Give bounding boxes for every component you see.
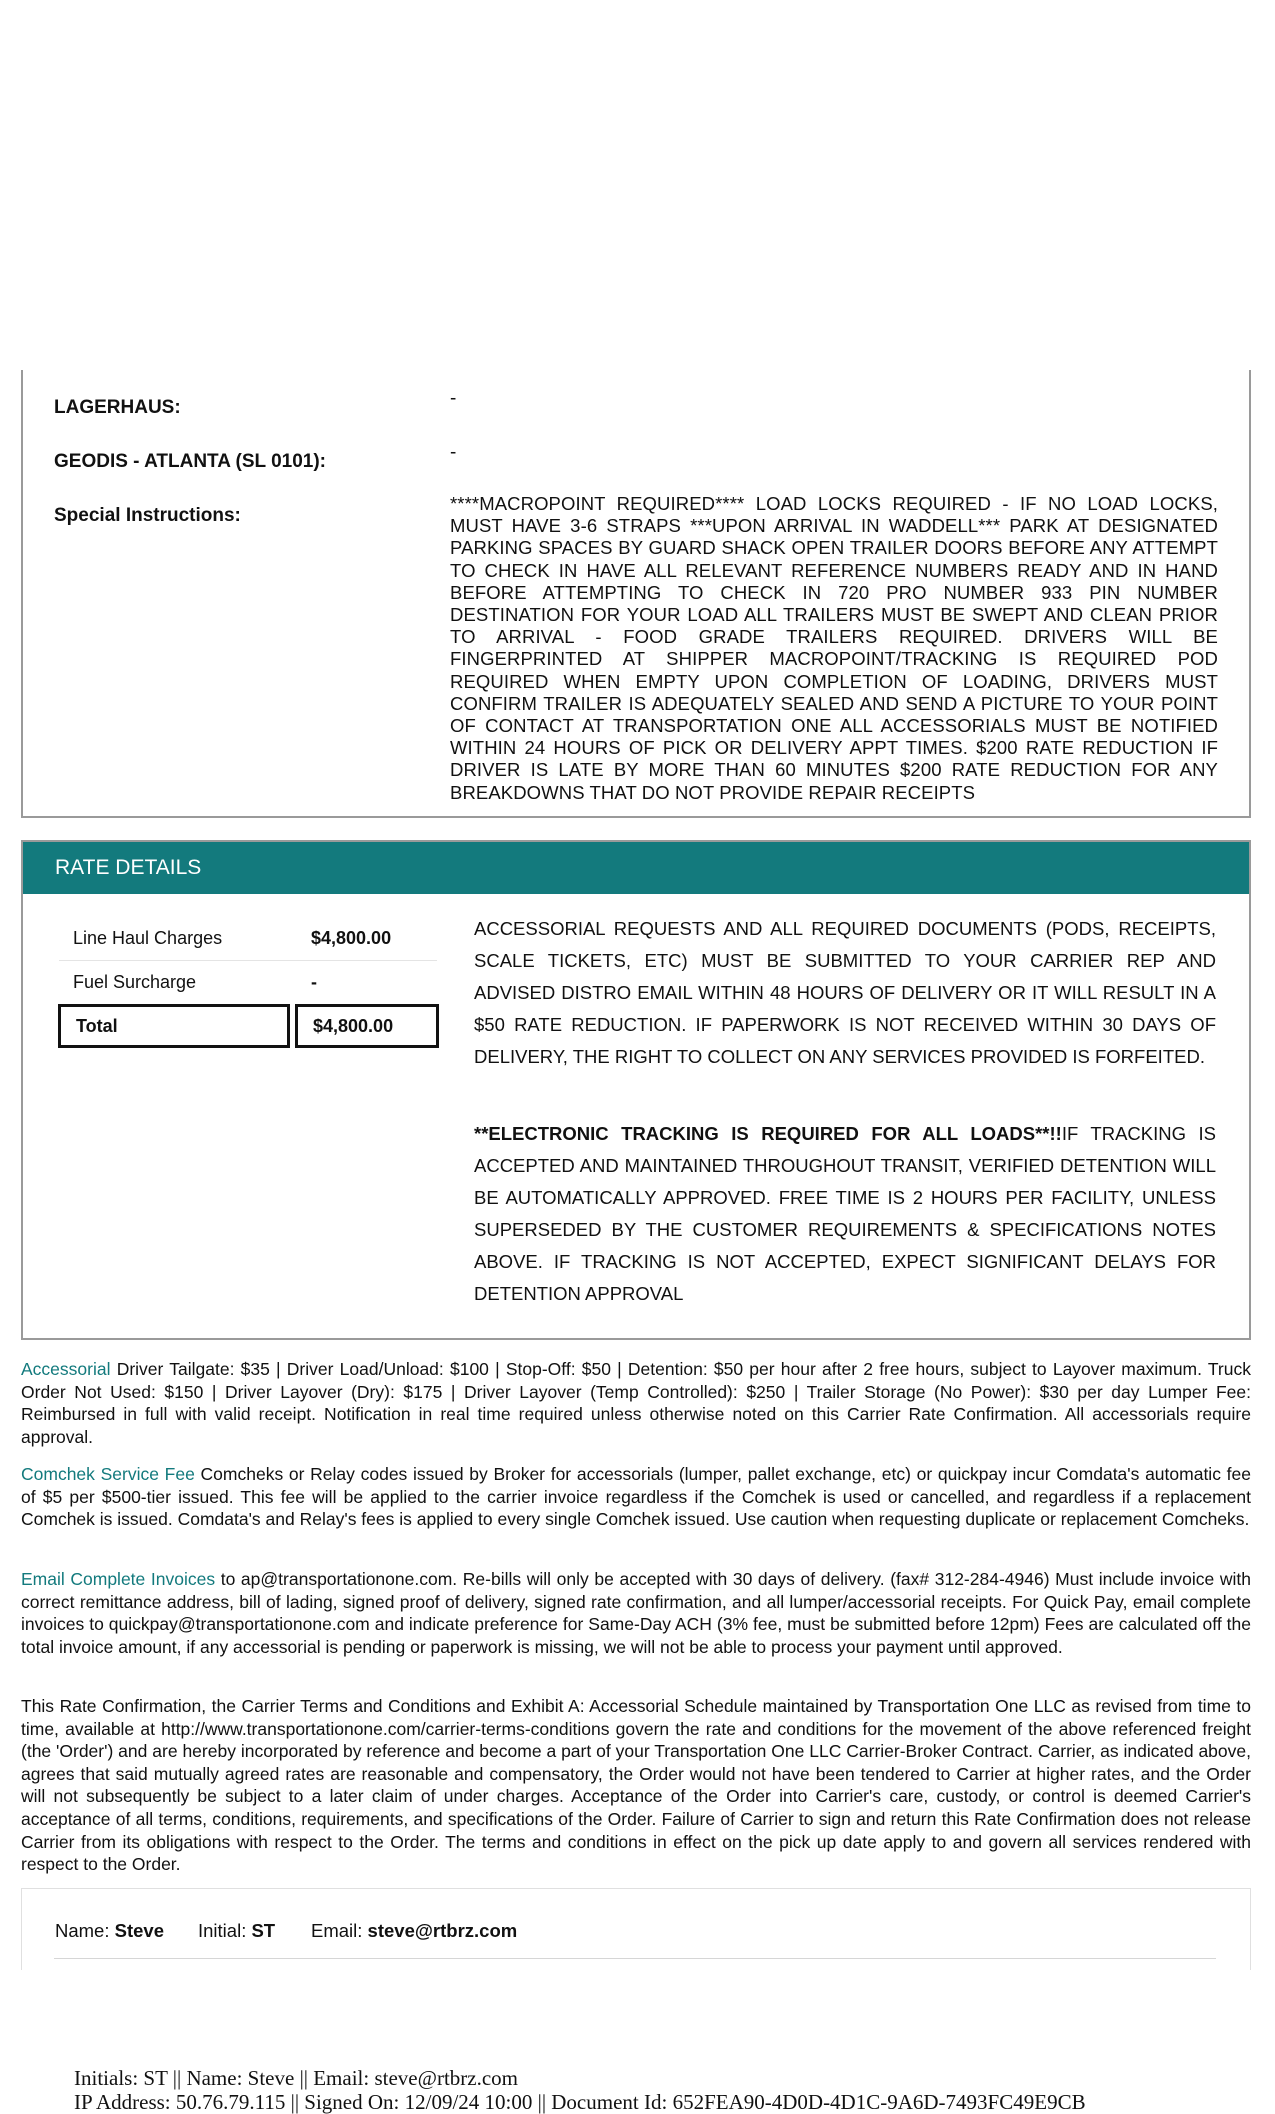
fuel-value: -: [311, 972, 317, 992]
geodis-value: -: [450, 442, 457, 463]
signer-email: [311, 1920, 517, 1942]
tracking-notice-bold: **ELECTRONIC TRACKING IS REQUIRED FOR ALL LOADS**!!: [474, 1123, 1062, 1144]
rate-details-title: RATE DETAILS: [55, 856, 202, 879]
signer-initial-label: Initial:: [198, 1920, 247, 1941]
line-haul-label: Line Haul Charges: [73, 928, 223, 948]
comchek-heading: Comchek Service Fee: [21, 1464, 195, 1484]
signer-name-value: Steve: [114, 1920, 165, 1941]
special-instructions-label: Special Instructions:: [54, 505, 241, 526]
fuel-label: Fuel Surcharge: [73, 972, 197, 992]
accessorial-notice: ACCESSORIAL REQUESTS AND ALL REQUIRED DOCUMENTS (PODS, RECEIPTS, SCALE TICKETS, ETC) MUST BE SUBMITTED TO YOUR CARRIER REP AND ADVISED DISTRO EMAIL WITHIN 48 HOURS OF DELIVERY OR IT WILL RESULT IN A $50 RATE REDUCTION. IF PAPERWORK IS NOT RECEIVED WITHIN 30 DAYS OF DELIVERY, THE RIGHT TO COLLECT ON ANY SERVICES PROVIDED IS FORFEITED.: [474, 918, 1216, 1067]
invoice-text: to ap@transportationone.com. Re-bills will only be accepted with 30 days of delivery. (fax# 312-284-4946) Must include invoice with correct remittance address, bill of lading, signed proof of delivery, signed rate confirmation, and all lumper/accessorial receipts. For Quick Pay, email complete invoices to quickpay@transportationone.com and indicate preference for Same-Day ACH (3% fee, must be submitted before 12pm) Fees are calculated off the total invoice amount, if any accessorial is pending or paperwork is missing, we will not be able to process your payment until approved.: [21, 1569, 1251, 1657]
total-label: Total: [76, 1016, 118, 1036]
total-value: $4,800.00: [313, 1016, 394, 1036]
footer-document-info: IP Address: 50.76.79.115 || Signed On: 12/09/24 10:00 || Document Id: 652FEA90-4D0D-4D1C-9A6D-7493FC49E9CB: [74, 2090, 1086, 2114]
invoice-heading: Email Complete Invoices: [21, 1569, 216, 1589]
special-instructions-text: ****MACROPOINT REQUIRED**** LOAD LOCKS REQUIRED - IF NO LOAD LOCKS, MUST HAVE 3-6 STRAPS ***UPON ARRIVAL IN WADDELL*** PARK AT DESIGNATED PARKING SPACES BY GUARD SHACK OPEN TRAILER DOORS BEFORE ANY ATTEMPT TO CHECK IN HAVE ALL RELEVANT REFERENCE NUMBERS READY AND IN HAND BEFORE ATTEMPTING TO CHECK IN 720 PRO NUMBER 933 PIN NUMBER DESTINATION FOR YOUR LOAD ALL TRAILERS MUST BE SWEPT AND CLEAN PRIOR TO ARRIVAL - FOOD GRADE TRAILERS REQUIRED. DRIVERS WILL BE FINGERPRINTED AT SHIPPER MACROPOINT/TRACKING IS REQUIRED POD REQUIRED WHEN EMPTY UPON COMPLETION OF LOADING, DRIVERS MUST CONFIRM TRAILER IS ADEQUATELY SEALED AND SEND A PICTURE TO YOUR POINT OF CONTACT AT TRANSPORTATION ONE ALL ACCESSORIALS MUST BE NOTIFIED WITHIN 24 HOURS OF PICK OR DELIVERY APPT TIMES. $200 RATE REDUCTION IF DRIVER IS LATE BY MORE THAN 60 MINUTES $200 RATE REDUCTION FOR ANY BREAKDOWNS THAT DO NOT PROVIDE REPAIR RECEIPTS: [450, 493, 1218, 803]
tracking-notice: [474, 1118, 1216, 1310]
signature-divider: [54, 1958, 1216, 1959]
comchek-terms: [21, 1463, 1251, 1531]
signer-initial: [198, 1920, 275, 1942]
accessorial-terms: [21, 1358, 1251, 1448]
fuel-row: [59, 960, 437, 1004]
accessorial-text: Driver Tailgate: $35 | Driver Load/Unload: $100 | Stop-Off: $50 | Detention: $50 per hour after 2 free hours, subject to Layover maximum. Truck Order Not Used: $150 | Driver Layover (Dry): $175 | Driver Layover (Temp Controlled): $250 | Trailer Storage (No Power): $30 per day Lumper Fee: Reimbursed in full with valid receipt. Notification in real time required unless otherwise noted on this Carrier Rate Confirmation. All accessorials require approval.: [21, 1359, 1251, 1447]
signer-name-label: Name:: [55, 1920, 110, 1941]
tracking-notice-text: IF TRACKING IS ACCEPTED AND MAINTAINED THROUGHOUT TRANSIT, VERIFIED DETENTION WILL BE AUTOMATICALLY APPROVED. FREE TIME IS 2 HOURS PER FACILITY, UNLESS SUPERSEDED BY THE CUSTOMER REQUIREMENTS & SPECIFICATIONS NOTES ABOVE. IF TRACKING IS NOT ACCEPTED, EXPECT SIGNIFICANT DELAYS FOR DETENTION APPROVAL: [474, 1123, 1216, 1304]
signer-initial-value: ST: [251, 1920, 276, 1941]
signer-email-value: steve@rtbrz.com: [367, 1920, 518, 1941]
footer-signature-info: Initials: ST || Name: Steve || Email: steve@rtbrz.com: [74, 2066, 519, 2090]
signer-name: [55, 1920, 164, 1942]
accessorial-heading: Accessorial: [21, 1359, 111, 1379]
geodis-label: GEODIS - ATLANTA (SL 0101):: [54, 451, 327, 472]
invoice-terms: [21, 1568, 1251, 1658]
line-haul-row: [59, 916, 437, 961]
comchek-text: Comcheks or Relay codes issued by Broker for accessorials (lumper, pallet exchange, etc) or quickpay incur Comdata's automatic fee of $5 per $500-tier issued. This fee will be applied to the carrier invoice regardless if the Comchek is used or cancelled, and regardless if a replacement Comchek is issued. Comdata's and Relay's fees is applied to every single Comchek issued. Use caution when requesting duplicate or replacement Comcheks.: [21, 1464, 1251, 1530]
confirmation-terms: This Rate Confirmation, the Carrier Terms and Conditions and Exhibit A: Accessorial Schedule maintained by Transportation One LLC as revised from time to time, available at http://www.transportationone.com/carrier-terms-conditions govern the rate and conditions for the movement of the above referenced freight (the 'Order') and are hereby incorporated by reference and become a part of your Transportation One LLC Carrier-Broker Contract. Carrier, as indicated above, agrees that said mutually agreed rates are reasonable and compensatory, the Order would not have been tendered to Carrier at higher rates, and the Order will not subsequently be subject to a later claim of under charges. Acceptance of the Order into Carrier's care, custody, or control is deemed Carrier's acceptance of all terms, conditions, requirements, and specifications of the Order. Failure of Carrier to sign and return this Rate Confirmation does not release Carrier from its obligations with respect to the Order. The terms and conditions in effect on the pick up date apply to and govern all services rendered with respect to the Order.: [21, 1696, 1251, 1875]
lagerhaus-label: LAGERHAUS:: [54, 397, 181, 418]
signer-email-label: Email:: [311, 1920, 363, 1941]
line-haul-value: $4,800.00: [311, 928, 392, 948]
lagerhaus-value: -: [450, 388, 457, 409]
rate-details-header: [23, 842, 1249, 894]
